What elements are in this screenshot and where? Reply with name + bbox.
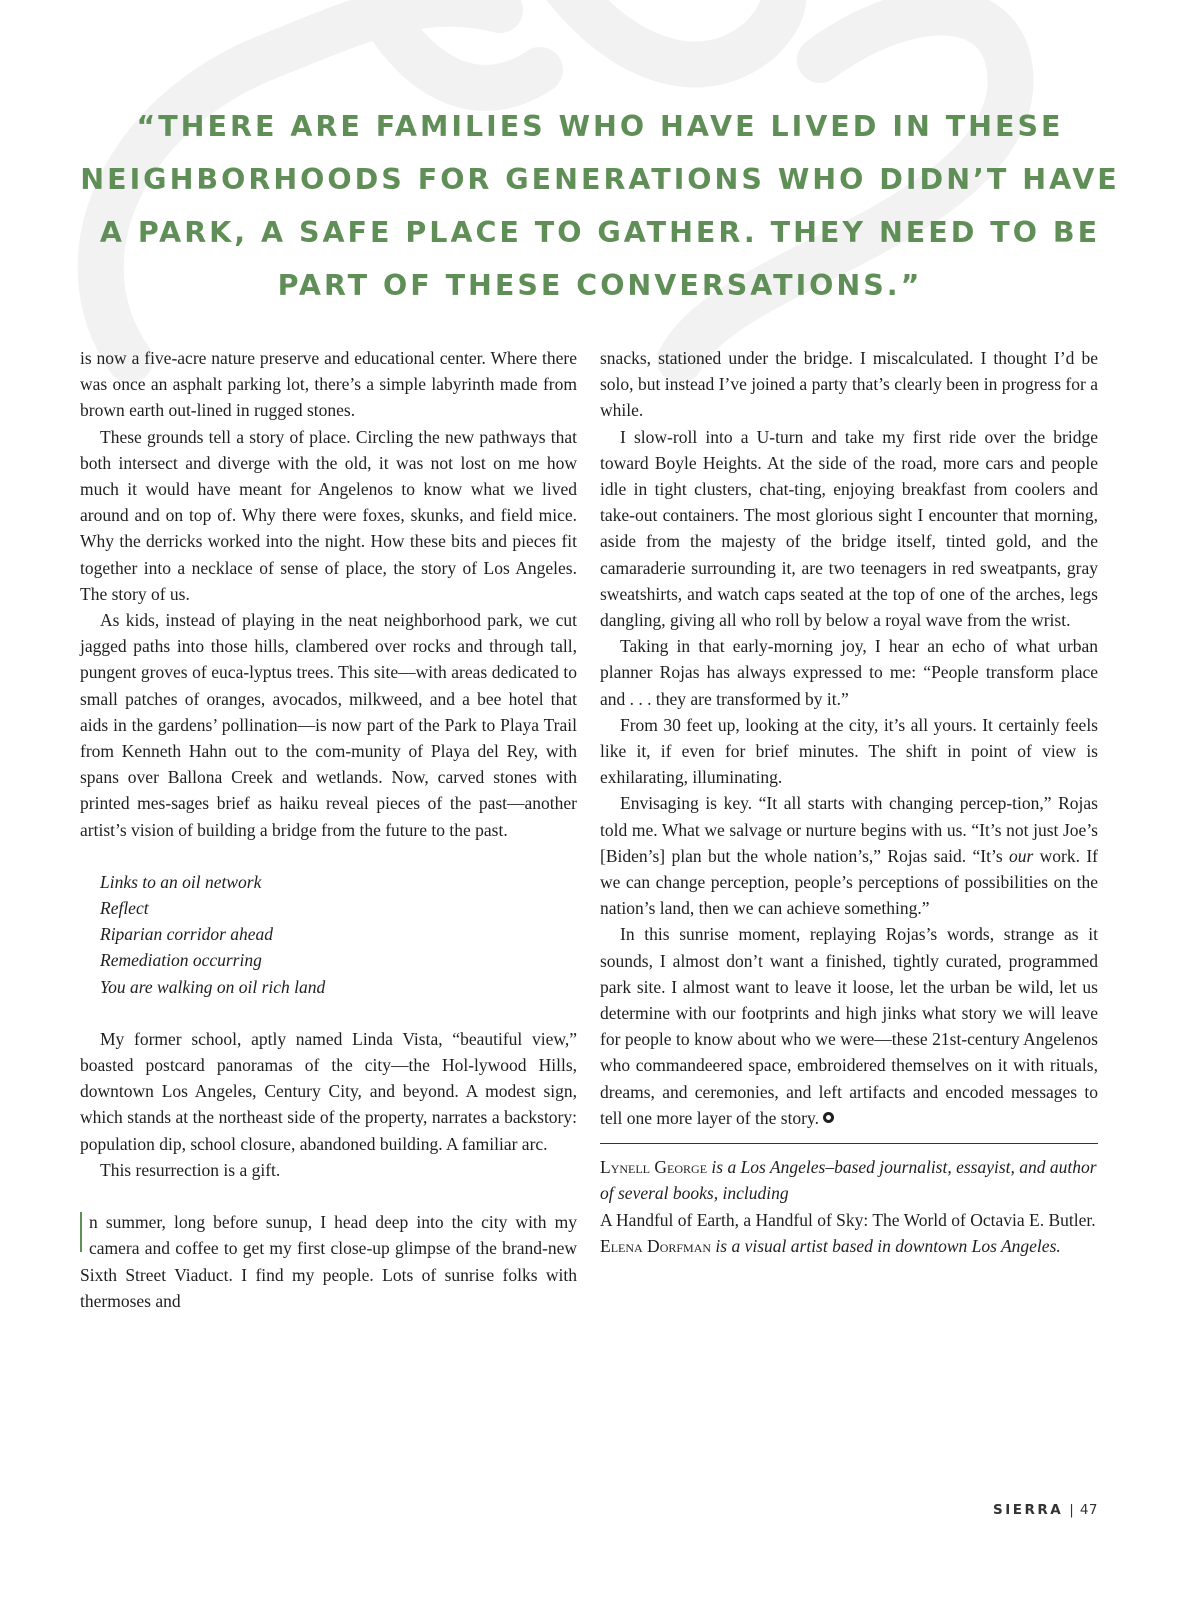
section-start-paragraph	[80, 1209, 577, 1314]
poem-line: You are walking on oil rich land	[100, 976, 326, 997]
paragraph-text: Envisaging is key. “It all starts with changing percep-tion,” Rojas told me. What we salvage or nurture begins with us. “It’s not just Joe’s [Biden’s] plan but the whole nation’s,” Rojas said. “It’s	[600, 793, 1098, 866]
bio-description: is a visual artist based in downtown Los Angeles.	[711, 1235, 1061, 1256]
bio-book-title: A Handful of Earth, a Handful of Sky: The World of Octavia E. Butler.	[600, 1209, 1096, 1230]
bio-description: is a Los Angeles–based journalist, essayist, and author of several books, including	[600, 1157, 1097, 1204]
poem	[100, 869, 577, 1000]
end-mark-icon	[823, 1112, 834, 1123]
footer-separator: |	[1069, 1502, 1074, 1518]
paragraph: My former school, aptly named Linda Vista, “beautiful view,” boasted postcard panoramas of the city—the Hol-lywood Hills, downtown Los Angeles, Century City, and beyond. A modest sign, which stands at the northeast side of the property, narrates a backstory: population dip, school closure, abandoned building. A familiar arc.	[80, 1028, 577, 1154]
contributor-bios	[600, 1154, 1098, 1259]
left-column	[80, 345, 577, 1314]
pull-quote: “THERE ARE FAMILIES WHO HAVE LIVED IN THESE NEIGHBORHOODS FOR GENERATIONS WHO DIDN’T HAVE A PARK, A SAFE PLACE TO GATHER. THEY NEED TO BE PART OF THESE CONVERSATIONS.”	[80, 110, 1120, 302]
page-footer	[993, 1502, 1098, 1518]
bio-name: Lynell George	[600, 1157, 708, 1178]
section-start-text: n summer, long before sunup, I head deep into the city with my camera and coffee to get my first close-up glimpse of the brand-new Sixth Street Viaduct. I find my people. Lots of sunrise folks with thermoses and	[80, 1212, 577, 1311]
emphasis-text: our	[1009, 845, 1034, 866]
poem-line: Riparian corridor ahead	[100, 924, 274, 945]
bio-divider	[600, 1143, 1098, 1144]
paragraph: As kids, instead of playing in the neat neighborhood park, we cut jagged paths into those hills, clambered over rocks and through tall, pungent groves of euca-lyptus trees. This site—with areas dedicated to small patches of oranges, avocados, milkweed, and a bee hotel that aids in the gardens’ pollination—is now part of the Park to Playa Trail from Kenneth Hahn out to the com-munity of Playa del Rey, with spans over Ballona Creek and wetlands. Now, carved stones with printed mes-sages brief as haiku reveal pieces of the past—another artist’s vision of building a bridge from the future to the past.	[80, 610, 577, 840]
paragraph: I slow-roll into a U-turn and take my first ride over the bridge toward Boyle Heights. At the side of the road, more cars and people idle in tight clusters, chat-ting, enjoying breakfast from coolers and take-out containers. The most glorious sight I encounter that morning, aside from the majesty of the bridge itself, tinted gold, and the camaraderie surrounding it, are two teenagers in red sweatpants, gray sweatshirts, and watch caps seated at the top of one of the arches, legs dangling, giving all who roll by below a royal wave from the wrist.	[600, 426, 1098, 631]
paragraph: snacks, stationed under the bridge. I miscalculated. I thought I’d be solo, but instead I’ve joined a party that’s clearly been in progress for a while.	[600, 348, 1098, 421]
paragraph	[600, 790, 1098, 921]
magazine-name: SIERRA	[993, 1502, 1064, 1518]
bio-name: Elena Dorfman	[600, 1235, 712, 1256]
paragraph: Taking in that early-morning joy, I hear an echo of what urban planner Rojas has always expressed to me: “People transform place and . . . they are transformed by it.”	[600, 636, 1098, 709]
paragraph: is now a five-acre nature preserve and educational center. Where there was once an asphalt parking lot, there’s a simple labyrinth made from brown earth out-lined in rugged stones.	[80, 348, 577, 421]
poem-line: Remediation occurring	[100, 950, 262, 971]
right-column	[600, 345, 1098, 1259]
paragraph-text: work. If we can change perception, people’s perceptions of possibilities on the nation’s land, then we can achieve something.”	[600, 845, 1098, 919]
bio-photographer	[600, 1233, 1098, 1259]
poem-line: Reflect	[100, 898, 149, 919]
drop-initial-bar	[80, 1212, 82, 1252]
paragraph: This resurrection is a gift.	[100, 1159, 281, 1180]
paragraph: These grounds tell a story of place. Circling the new pathways that both intersect and diverge with the old, it was not lost on me how much it would have meant for Angelenos to know what we lived around and on top of. Why there were foxes, skunks, and field mice. Why the derricks worked into the night. How these bits and pieces fit together into a necklace of sense of place, the story of Los Angeles. The story of us.	[80, 426, 577, 604]
poem-line: Links to an oil network	[100, 871, 262, 892]
bio-author	[600, 1154, 1098, 1233]
paragraph-text: In this sunrise moment, replaying Rojas’s words, strange as it sounds, I almost don’t want a finished, tightly curated, programmed park site. I almost want to leave it loose, let the urban be wild, let us determine with our footprints and high jinks what story we will leave for people to know about who we were—these 21st-century Angelenos who commandeered space, embroidered themselves on it with rituals, dreams, and ceremonies, and left artifacts and encoded messages to tell one more layer of the story.	[600, 924, 1098, 1128]
page-number: 47	[1079, 1502, 1098, 1518]
paragraph: From 30 feet up, looking at the city, it’s all yours. It certainly feels like it, if even for brief minutes. The shift in point of view is exhilarating, illuminating.	[600, 714, 1098, 788]
final-paragraph	[600, 921, 1098, 1131]
